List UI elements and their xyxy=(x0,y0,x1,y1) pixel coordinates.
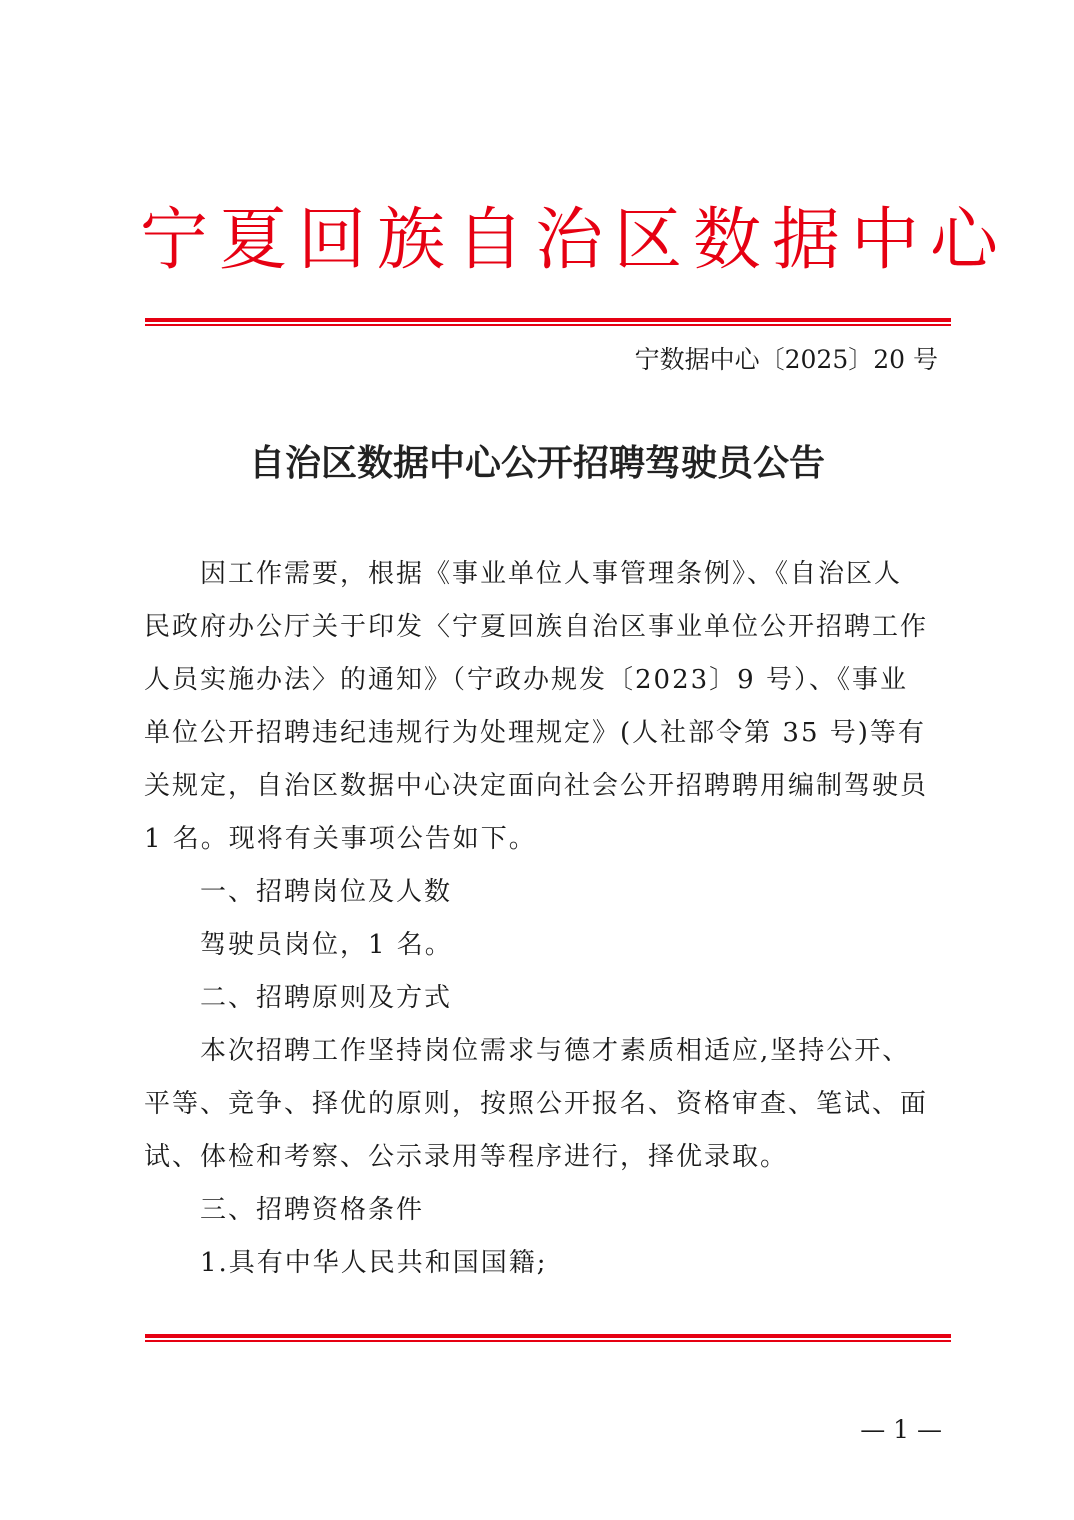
section-heading: 一、招聘岗位及人数 xyxy=(200,877,453,907)
intro-line: 单位公开招聘违纪违规行为处理规定》(人社部令第 35 号)等有 xyxy=(144,718,926,748)
intro-line: 民政府办公厅关于印发〈宁夏回族自治区事业单位公开招聘工作 xyxy=(144,612,929,642)
section-line: 1.具有中华人民共和国国籍; xyxy=(200,1248,548,1278)
document-title: 自治区数据中心公开招聘驾驶员公告 xyxy=(248,443,825,484)
intro-line: 因工作需要，根据《事业单位人事管理条例》、《自治区人 xyxy=(200,559,903,589)
footer-red-rule xyxy=(145,1334,951,1342)
masthead: 宁夏回族自治区数据中心 xyxy=(140,201,1010,280)
document-number: 宁数据中心〔2025〕20 号 xyxy=(634,345,938,374)
section-heading: 二、招聘原则及方式 xyxy=(200,983,453,1013)
section-heading: 三、招聘资格条件 xyxy=(200,1195,425,1225)
section-line: 试、体检和考察、公示录用等程序进行，择优录取。 xyxy=(144,1142,789,1172)
document-body xyxy=(144,548,944,1290)
intro-line: 1 名。现将有关事项公告如下。 xyxy=(144,824,537,854)
intro-line: 人员实施办法〉的通知》（宁政办规发〔2023〕9 号）、《事业 xyxy=(144,665,908,695)
header-red-rule xyxy=(145,318,951,326)
section-line: 平等、竞争、择优的原则，按照公开报名、资格审查、笔试、面 xyxy=(144,1089,929,1119)
intro-line: 关规定，自治区数据中心决定面向社会公开招聘聘用编制驾驶员 xyxy=(144,771,929,801)
section-line: 驾驶员岗位，1 名。 xyxy=(200,930,453,960)
page-number: — 1 — xyxy=(860,1415,942,1444)
section-line: 本次招聘工作坚持岗位需求与德才素质相适应,坚持公开、 xyxy=(200,1036,911,1066)
